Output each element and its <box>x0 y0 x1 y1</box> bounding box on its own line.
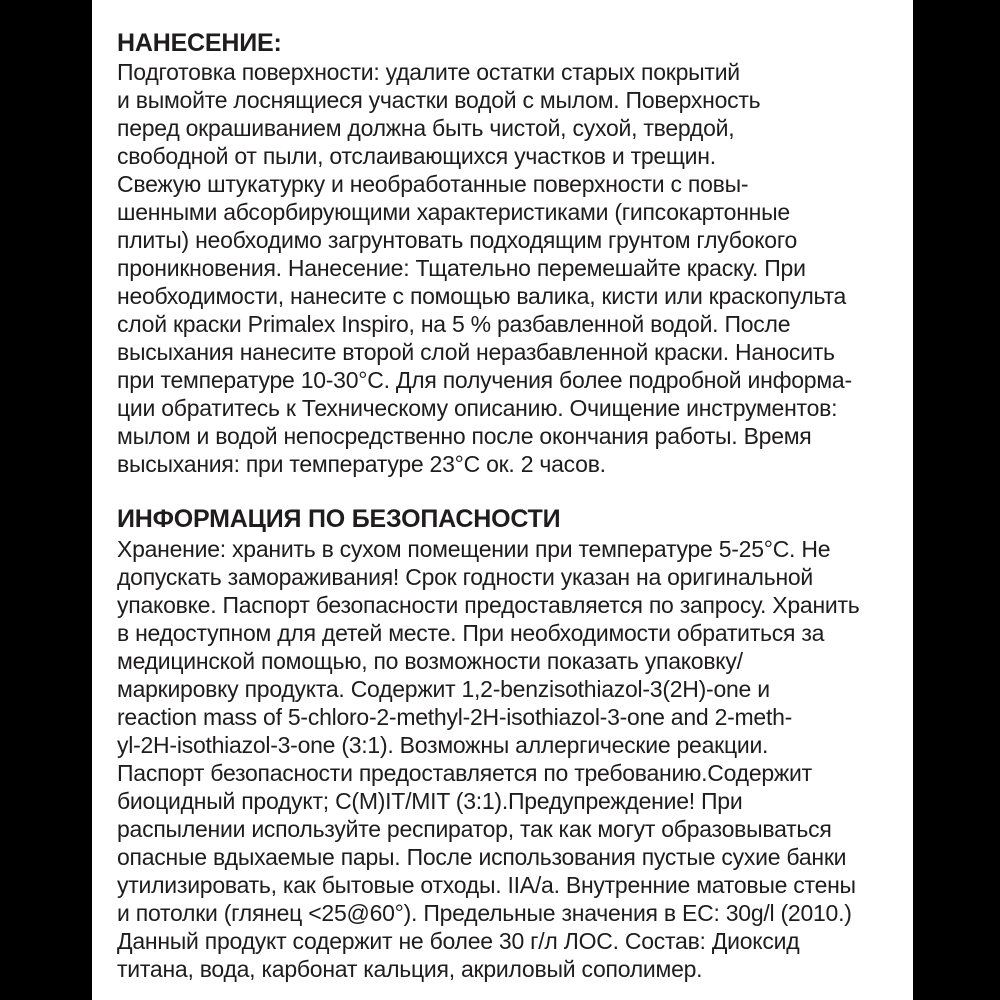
text-line: и потолки (глянец <25@60°). Предельные значения в ЕС: 30g/l (2010.) <box>117 900 852 926</box>
text-line: при температуре 10-30°С. Для получения более подробной информа- <box>117 367 852 393</box>
text-line: свободной от пыли, отслаивающихся участков и трещин. <box>117 143 716 169</box>
text-line: проникновения. Нанесение: Тщательно перемешайте краску. При <box>117 255 806 281</box>
text-line: шенными абсорбирующими характеристиками (гипсокартонные <box>117 199 790 225</box>
text-line: Данный продукт содержит не более 30 г/л ЛОС. Состав: Диоксид <box>117 928 800 954</box>
section-application-heading: НАНЕСЕНИЕ: <box>117 29 282 57</box>
text-line: reaction mass of 5-chloro-2-methyl-2H-isothiazol-3-one and 2-meth- <box>117 704 793 730</box>
text-line: плиты) необходимо загрунтовать подходящим грунтом глубокого <box>117 227 798 253</box>
text-line: Свежую штукатурку и необработанные поверхности с повы- <box>117 171 749 197</box>
text-line: перед окрашиванием должна быть чистой, сухой, твердой, <box>117 115 735 141</box>
text-line: необходимости, нанесите с помощью валика, кисти или краскопульта <box>117 283 847 309</box>
text-line: Хранение: хранить в сухом помещении при температуре 5-25°С. Не <box>117 536 831 562</box>
text-line: yl-2H-isothiazol-3-one (3:1). Возможны аллергические реакции. <box>117 732 769 758</box>
section-safety <box>117 504 909 983</box>
text-line: высыхания нанесите второй слой неразбавленной краски. Наносить <box>117 339 835 365</box>
text-line: утилизировать, как бытовые отходы. IIA/a. Внутренние матовые стены <box>117 872 856 898</box>
text-line: мылом и водой непосредственно после окончания работы. Время <box>117 423 812 449</box>
text-line: титана, вода, карбонат кальция, акриловый сополимер. <box>117 956 703 982</box>
text-line: распылении используйте респиратор, так как могут образовываться <box>117 816 832 842</box>
text-line: слой краски Primalex Inspiro, на 5 % разбавленной водой. После <box>117 311 791 337</box>
text-line: упаковке. Паспорт безопасности предоставляется по запросу. Хранить <box>117 592 860 618</box>
section-application <box>117 28 909 478</box>
text-line: биоцидный продукт; C(M)IT/MIT (3:1).Предупреждение! При <box>117 788 743 814</box>
text-line: маркировку продукта. Содержит 1,2-benzisothiazol-3(2H)-one и <box>117 676 770 702</box>
text-line: высыхания: при температуре 23°С ок. 2 часов. <box>117 451 606 477</box>
text-line: Подготовка поверхности: удалите остатки старых покрытий <box>117 59 740 85</box>
text-line: допускать замораживания! Срок годности указан на оригинальной <box>117 564 814 590</box>
text-line: опасные вдыхаемые пары. После использования пустые сухие банки <box>117 844 847 870</box>
section-safety-body <box>117 535 909 983</box>
section-application-body <box>117 58 909 478</box>
label-text-column <box>117 28 909 983</box>
text-line: в недоступном для детей месте. При необходимости обратиться за <box>117 620 825 646</box>
text-line: ции обратитесь к Техническому описанию. Очищение инструментов: <box>117 395 838 421</box>
text-line: Паспорт безопасности предоставляется по требованию.Содержит <box>117 760 812 786</box>
text-line: и вымойте лоснящиеся участки водой с мылом. Поверхность <box>117 87 761 113</box>
label-panel <box>92 0 913 1000</box>
section-safety-heading: ИНФОРМАЦИЯ ПО БЕЗОПАСНОСТИ <box>117 505 561 533</box>
text-line: медицинской помощью, по возможности показать упаковку/ <box>117 648 743 674</box>
